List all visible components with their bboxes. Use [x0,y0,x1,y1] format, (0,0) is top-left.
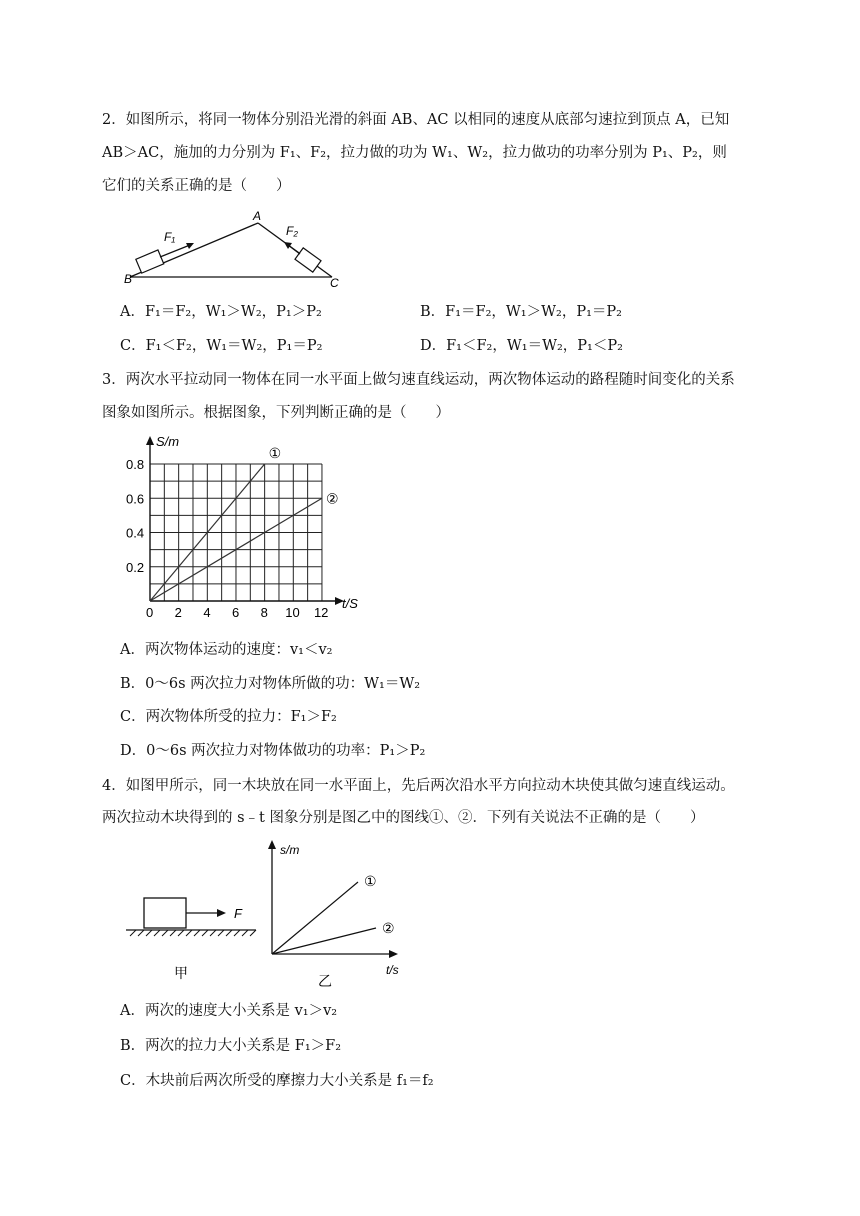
q3-option-c: C．两次物体所受的拉力：F₁＞F₂ [120,709,337,725]
q3-option-b: B．0～6s 两次拉力对物体所做的功：W₁＝W₂ [120,676,421,692]
x-tick-label: 2 [174,605,182,620]
q2-line-3: 它们的关系正确的是（ ） [102,178,291,194]
q2-option-a: A．F₁＝F₂，W₁＞W₂，P₁＞P₂ [120,304,322,320]
label-A: A [253,209,262,223]
label-B: B [124,272,133,286]
force-arrow [217,909,226,917]
q4-option-c: C．木块前后两次所受的摩擦力大小关系是 f₁＝f₂ [120,1073,434,1089]
graph-label-2: ② [382,920,395,936]
x-tick-label: 4 [203,605,211,620]
q4-line-1: 4．如图甲所示，同一木块放在同一水平面上，先后两次沿水平方向拉动木块使其做匀速直线运动。 [102,778,735,794]
chart-grid [150,464,322,601]
y-tick-label: 0.2 [126,559,145,575]
x-tick-label: 6 [231,605,240,620]
y-tick-label: 0.8 [126,457,145,472]
q2-line-2: AB＞AC，施加的力分别为 F₁、F₂，拉力做的功为 W₁、W₂，拉力做功的功率分别为 P₁、P₂，则 [102,145,727,161]
block-left [136,250,164,273]
block-and-st-figure [120,838,420,988]
graph-xlabel: t/s [386,963,399,977]
block-right [295,248,321,272]
wood-block [144,898,186,928]
q3-option-a: A．两次物体运动的速度：v₁＜v₂ [120,642,333,658]
series-label-2: ② [325,490,339,507]
x-tick-label: 8 [260,605,268,620]
incline-figure [110,205,350,295]
q3-line-1: 3．两次水平拉动同一物体在同一水平面上做匀速直线运动，两次物体运动的路程随时间变化的关系 [102,372,735,388]
y-axis-arrow [146,436,154,445]
q2-line-1: 2．如图所示，将同一物体分别沿光滑的斜面 AB、AC 以相同的速度从底部匀速拉到顶点 A，已知 [102,112,730,128]
q4-line-2: 两次拉动木块得到的 s﹣t 图象分别是图乙中的图线①、②．下列有关说法不正确的是（ ） [102,810,705,826]
graph-label-1: ① [364,873,377,889]
q3-option-d: D．0～6s 两次拉力对物体做功的功率：P₁＞P₂ [120,743,426,759]
label-C: C [330,276,339,290]
chart-xlabel: t/S [342,596,358,611]
label-F1: F₁ [164,230,176,244]
q4-option-a: A．两次的速度大小关系是 v₁＞v₂ [120,1003,338,1019]
q2-option-c: C．F₁＜F₂，W₁＝W₂，P₁＝P₂ [120,338,323,354]
st-graph-q3 [110,432,370,632]
caption-jia: 甲 [174,965,188,981]
q2-option-d: D．F₁＜F₂，W₁＝W₂，P₁＜P₂ [420,338,623,354]
caption-yi: 乙 [318,973,332,988]
q3-line-2: 图象如图所示。根据图象，下列判断正确的是（ ） [102,405,450,421]
x-tick-label: 12 [313,605,329,620]
graph-ylabel: s/m [280,843,300,857]
q2-option-b: B．F₁＝F₂，W₁＞W₂，P₁＝P₂ [420,304,622,320]
series-label-1: ① [268,445,282,461]
force-label: F [234,906,242,921]
chart-ylabel: S/m [156,434,180,449]
x-tick-label: 10 [285,605,300,620]
label-F2: F₂ [286,224,298,238]
x-tick-label: 0 [146,605,154,620]
y-tick-label: 0.6 [126,491,145,507]
q4-option-b: B．两次的拉力大小关系是 F₁＞F₂ [120,1038,342,1054]
y-tick-label: 0.4 [126,525,145,541]
